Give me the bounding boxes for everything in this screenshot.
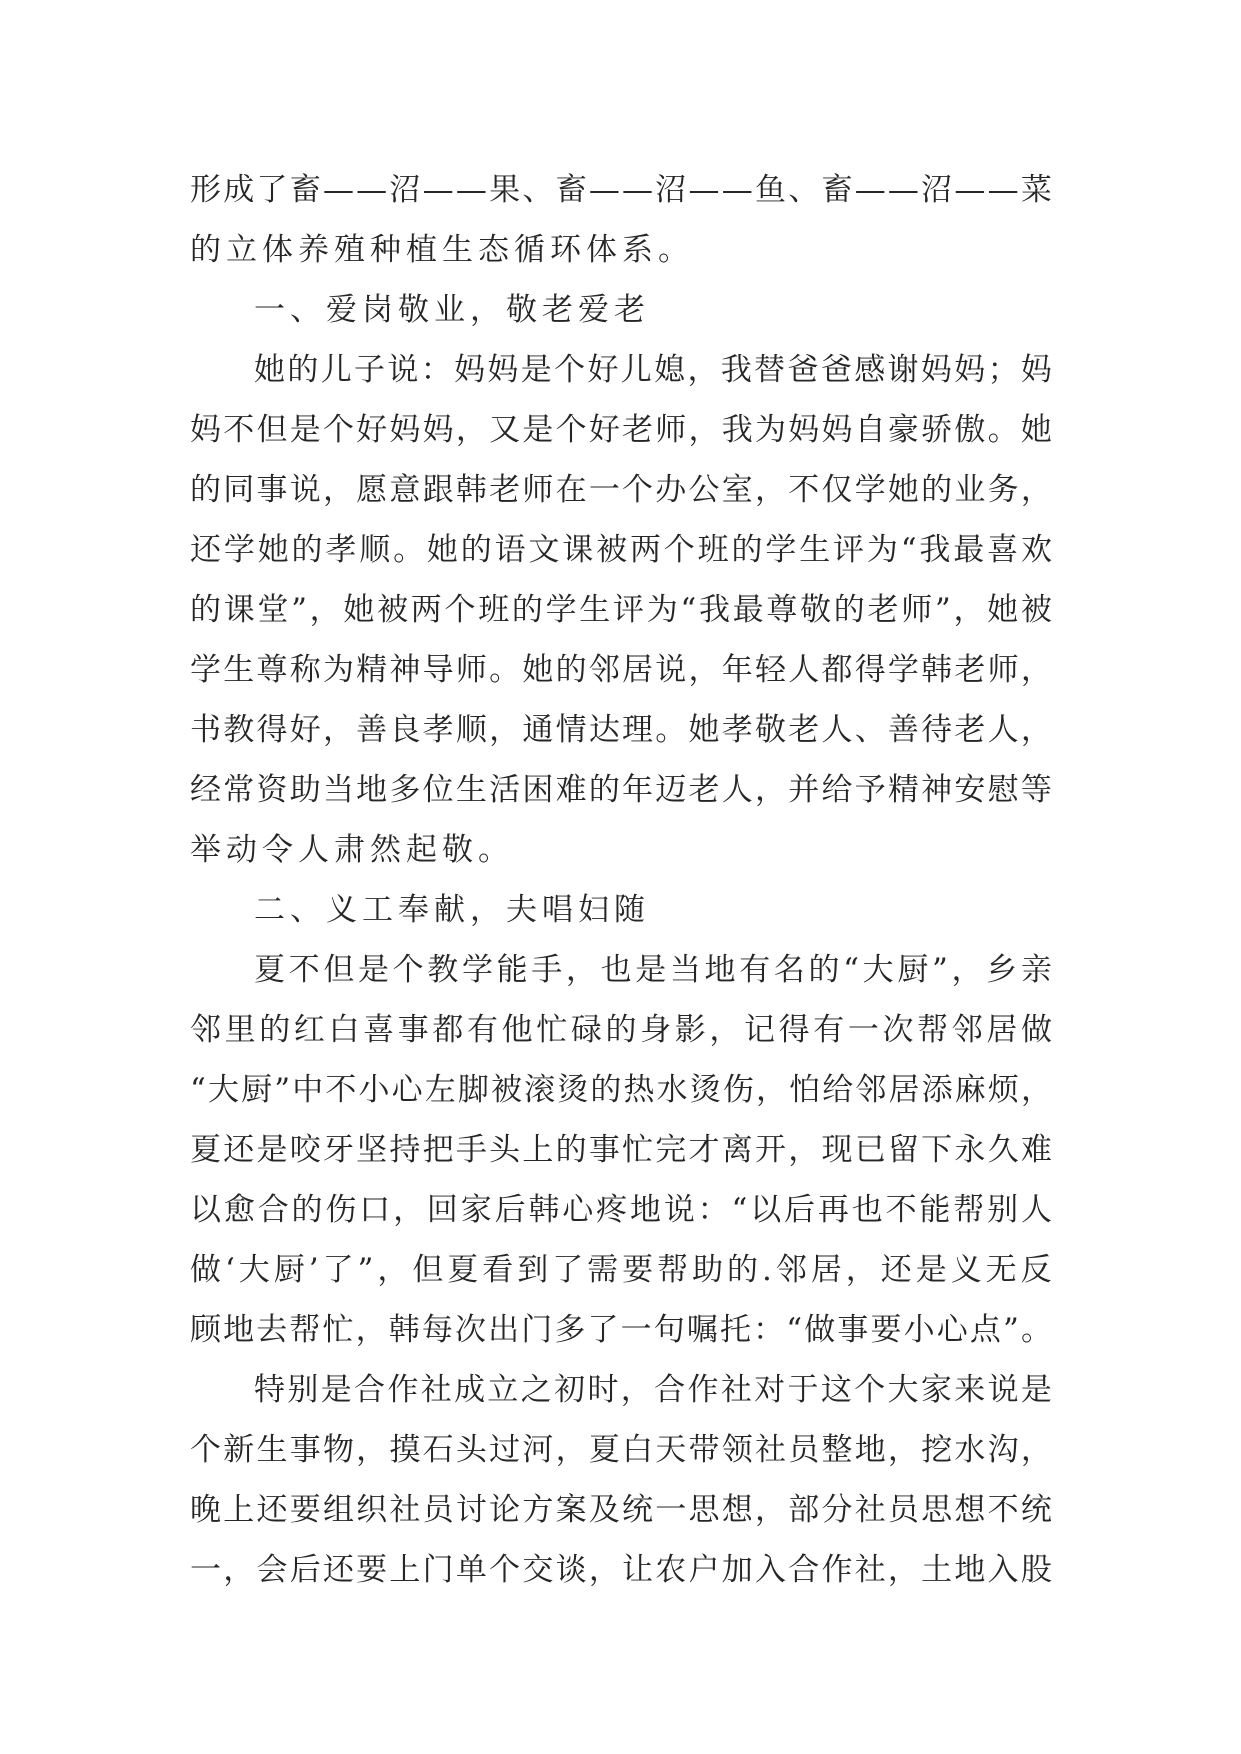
text-line: 妈 不 但 是 个 好 妈 妈 ， 又 是 个 好 老 师 ， 我 为 妈 妈 自 豪 骄 傲 。 她 [190,412,1052,448]
text-line: 举动令人肃然起敬。 [190,832,514,868]
text-line: 特 别 是 合 作 社 成 立 之 初 时 ， 合 作 社 对 于 这 个 大 家 来 说 是 [254,1372,1052,1408]
text-line: 经 常 资 助 当 地 多 位 生 活 困 难 的 年 迈 老 人 ， 并 给 予 精 神 安 慰 等 [190,772,1052,808]
text-line: 一 ， 会 后 还 要 上 门 单 个 交 谈 ， 让 农 户 加 入 合 作 社 ， 土 地 入 股 [190,1552,1052,1588]
text-line: 书 教 得 好 ， 善 良 孝 顺 ， 通 情 达 理 。 她 孝 敬 老 人 、 善 待 老 人 ， [190,712,1052,748]
section-heading: 一、爱岗敬业，敬老爱老 [254,292,650,328]
text-line: 做 ‘ 大 厨 ’ 了 ” ， 但 夏 看 到 了 需 要 帮 助 的 . 邻 居 ， 还 是 义 无 反 [190,1252,1052,1288]
text-line: 晚 上 还 要 组 织 社 员 讨 论 方 案 及 统 一 思 想 ， 部 分 社 员 思 想 不 统 [190,1492,1052,1528]
text-line: 学 生 尊 称 为 精 神 导 师 。 她 的 邻 居 说 ， 年 轻 人 都 得 学 韩 老 师 ， [190,652,1052,688]
text-line: “ 大 厨 ” 中 不 小 心 左 脚 被 滚 烫 的 热 水 烫 伤 ， 怕 给 邻 居 添 麻 烦 ， [190,1072,1052,1108]
text-line: 夏 不 但 是 个 教 学 能 手 ， 也 是 当 地 有 名 的 “ 大 厨 ” ， 乡 亲 [254,952,1052,988]
text-line: 个 新 生 事 物 ， 摸 石 头 过 河 ， 夏 白 天 带 领 社 员 整 地 ， 挖 水 沟 ， [190,1432,1052,1468]
text-line: 以 愈 合 的 伤 口 ， 回 家 后 韩 心 疼 地 说 ： “ 以 后 再 也 不 能 帮 别 人 [190,1192,1052,1228]
text-line: 她 的 儿 子 说 ： 妈 妈 是 个 好 儿 媳 ， 我 替 爸 爸 感 谢 妈 妈 ； 妈 [254,352,1052,388]
text-line: 的立体养殖种植生态循环体系。 [190,232,694,268]
text-line: 夏 还 是 咬 牙 坚 持 把 手 头 上 的 事 忙 完 才 离 开 ， 现 已 留 下 永 久 难 [190,1132,1052,1168]
text-line: 形 成 了 畜 — — 沼 — — 果 、 畜 — — 沼 — — 鱼 、 畜 — — 沼 — — 菜 [190,172,1052,208]
section-heading: 二、义工奉献，夫唱妇随 [254,892,650,928]
text-line: 邻 里 的 红 白 喜 事 都 有 他 忙 碌 的 身 影 ， 记 得 有 一 次 帮 邻 居 做 [190,1012,1052,1048]
text-line: 顾 地 去 帮 忙 ， 韩 每 次 出 门 多 了 一 句 嘱 托 ： “ 做 事 要 小 心 点 ” 。 [190,1312,1052,1348]
document-body [190,160,1052,1600]
text-line: 的 课 堂 ” ， 她 被 两 个 班 的 学 生 评 为 “ 我 最 尊 敬 的 老 师 ” ， 她 被 [190,592,1052,628]
text-line: 还 学 她 的 孝 顺 。 她 的 语 文 课 被 两 个 班 的 学 生 评 为 “ 我 最 喜 欢 [190,532,1052,568]
text-line: 的 同 事 说 ， 愿 意 跟 韩 老 师 在 一 个 办 公 室 ， 不 仅 学 她 的 业 务 ， [190,472,1052,508]
